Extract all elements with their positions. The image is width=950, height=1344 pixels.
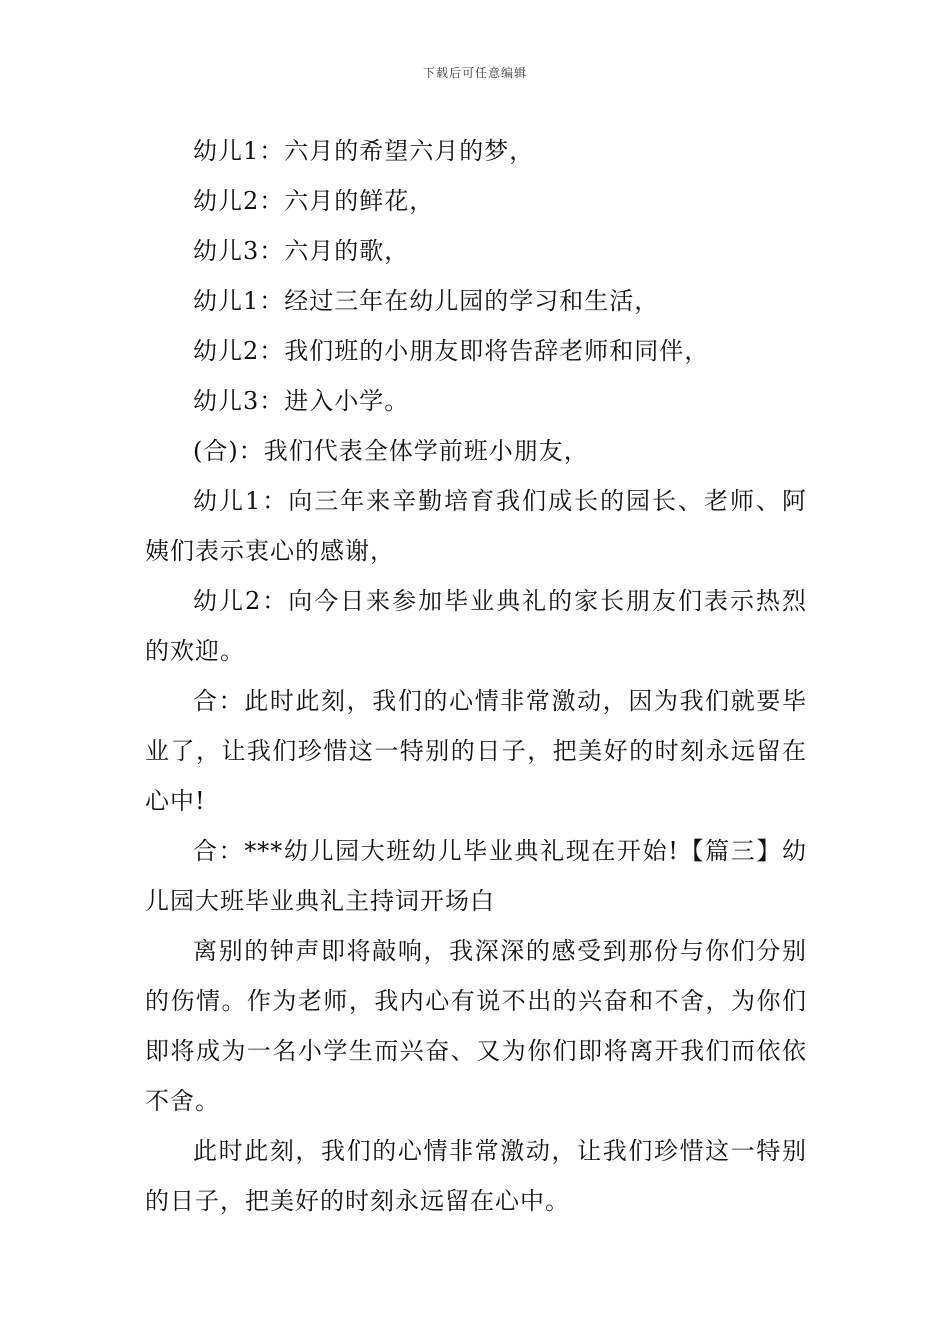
paragraph: 合：***幼儿园大班幼儿毕业典礼现在开始!【篇三】幼儿园大班毕业典礼主持词开场白: [145, 837, 807, 915]
paragraph: 合：此时此刻，我们的心情非常激动，因为我们就要毕业了，让我们珍惜这一特别的日子，把美好的时刻永远留在心中!: [145, 687, 807, 815]
paragraph: 此时此刻，我们的心情非常激动，让我们珍惜这一特别的日子，把美好的时刻永远留在心中。: [145, 1137, 807, 1215]
paragraph: 幼儿3：进入小学。: [193, 387, 410, 415]
paragraph: 幼儿1：经过三年在幼儿园的学习和生活，: [193, 287, 660, 315]
document-body: [145, 126, 807, 1226]
paragraph: (合)：我们代表全体学前班小朋友，: [193, 437, 589, 465]
paragraph: 幼儿2：六月的鲜花，: [193, 187, 435, 215]
header-note: 下载后可任意编辑: [422, 66, 527, 80]
paragraph: 幼儿2：我们班的小朋友即将告辞老师和同伴，: [193, 337, 710, 365]
paragraph: 离别的钟声即将敲响，我深深的感受到那份与你们分别的伤情。作为老师，我内心有说不出的兴奋和不舍，为你们即将成为一名小学生而兴奋、又为你们即将离开我们而依依不舍。: [145, 937, 807, 1115]
paragraph: 幼儿1：向三年来辛勤培育我们成长的园长、老师、阿姨们表示衷心的感谢，: [145, 487, 807, 565]
paragraph: 幼儿2：向今日来参加毕业典礼的家长朋友们表示热烈的欢迎。: [145, 587, 807, 665]
paragraph: 幼儿3：六月的歌，: [193, 237, 410, 265]
paragraph: 幼儿1：六月的希望六月的梦，: [193, 137, 535, 165]
